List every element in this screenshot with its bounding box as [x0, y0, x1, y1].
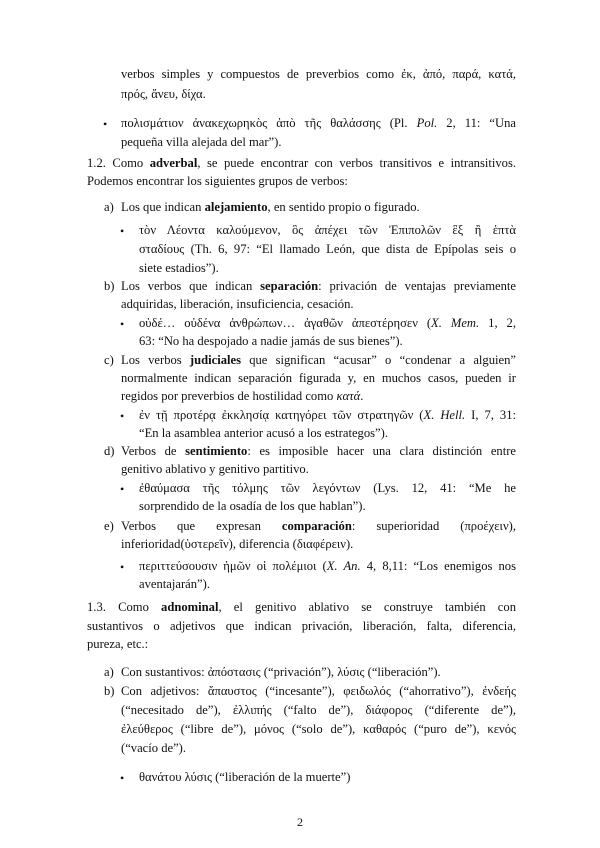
section-1-3-heading: 1.3. Como adnominal, el genitivo ablativo se construye también con: [87, 600, 516, 614]
example-line: οὐδέ… οὐδένα ἀνθρώπων… ἀγαθῶν ἀπεστέρησεν (X. Mem. 1, 2,: [139, 316, 517, 330]
list-marker: d): [104, 444, 115, 458]
bullet-icon: •: [120, 560, 125, 574]
bullet-icon: •: [120, 224, 125, 238]
example-line: sorprendido de la osadía de los que hablan”).: [139, 499, 366, 513]
section-1-2-heading: 1.2. Como adverbal, se puede encontrar con verbos transitivos e intransitivos.: [87, 156, 516, 170]
list-item-b: Los verbos que indican separación: privación de ventajas previamente: [121, 279, 516, 293]
text-line: genitivo ablativo y genitivo partitivo.: [121, 462, 309, 476]
example-line: τὸν Λέοντα καλούμενον, ὃς ἀπέχει τῶν Ἐπιπολῶν ἓξ ἢ ἑπτὰ: [139, 223, 516, 237]
bullet-icon: •: [120, 771, 125, 785]
list-item-a: Los que indican alejamiento, en sentido propio o figurado.: [121, 200, 420, 214]
text-line: pureza, etc.:: [87, 637, 149, 651]
text-line: (“vacío de”).: [121, 741, 187, 755]
bullet-icon: •: [120, 409, 125, 423]
list-marker: a): [104, 200, 114, 214]
list-item-e: Verbos que expresan comparación: superioridad (προέχειν),: [121, 519, 516, 533]
bullet-icon: •: [120, 317, 125, 331]
text-line: ἐλεύθερος (“libre de”), μόνος (“solo de”), καθαρός (“puro de”), κενός: [121, 722, 516, 736]
example-line: siete estadios”).: [139, 261, 219, 275]
list-item-c: Los verbos judiciales que significan “acusar” o “condenar a alguien”: [121, 353, 516, 367]
text-line: Podemos encontrar los siguientes grupos de verbos:: [87, 174, 348, 188]
example-line: ἐθαύμασα τῆς τόλμης τῶν λεγόντων (Lys. 12, 41: “Me he: [139, 481, 516, 495]
bullet-icon: •: [103, 117, 108, 131]
text-line: adquiridas, liberación, insuficiencia, cesación.: [121, 297, 354, 311]
text-line: (“necesitado de”), ἐλλιπής (“falto de”), διάφορος (“diferente de”),: [121, 703, 516, 717]
list-marker: e): [104, 519, 114, 533]
example-line: 63: “No ha despojado a nadie jamás de sus bienes”).: [139, 334, 403, 348]
example-line: σταδίους (Th. 6, 97: “El llamado León, que dista de Epípolas seis o: [139, 242, 516, 256]
text-line: sustantivos o adjetivos que indican privación, liberación, falta, diferencia,: [87, 619, 516, 633]
example-line: aventajarán”).: [139, 577, 210, 591]
list-marker: b): [104, 684, 115, 698]
text-line: verbos simples y compuestos de preverbios como ἐκ, ἀπό, παρά, κατά,: [121, 67, 516, 81]
example-line: περιττεύσουσιν ἡμῶν οἱ πολέμιοι (X. An. 4, 8,11: “Los enemigos nos: [139, 559, 517, 573]
example-line: ἐν τῇ προτέρᾳ ἐκκλησίᾳ κατηγόρει τῶν στρατηγῶν (X. Hell. I, 7, 31:: [139, 408, 516, 422]
text-line: regidos por preverbios de hostilidad como κατά.: [121, 389, 364, 403]
text-line: πρός, ἄνευ, δίχα.: [121, 87, 206, 101]
list-marker: b): [104, 279, 115, 293]
example-line: “En la asamblea anterior acusó a los estrategos”).: [139, 426, 388, 440]
bullet-icon: •: [120, 482, 125, 496]
list-item-adjectives: Con adjetivos: ἄπαυστος (“incesante”), φειδωλός (“ahorrativo”), ἐνδεής: [121, 684, 516, 698]
list-item-substantives: Con sustantivos: ἀπόστασις (“privación”), λύσις (“liberación”).: [121, 665, 441, 679]
example-translation: pequeña villa alejada del mar”).: [121, 135, 282, 149]
example-line: πολισμάτιον ἀνακεχωρηκὸς ἀπὸ τῆς θαλάσσης (Pl. Pol. 2, 11: “Una: [121, 116, 517, 130]
list-marker: c): [104, 353, 114, 367]
list-marker: a): [104, 665, 114, 679]
text-line: normalmente indican separación figurada y, en muchos casos, pueden ir: [121, 371, 516, 385]
page-number: 2: [297, 815, 303, 829]
text-line: inferioridad(ὑστερεῖν), diferencia (διαφέρειν).: [121, 537, 354, 551]
list-item-d: Verbos de sentimiento: es imposible hacer una clara distinción entre: [121, 444, 516, 458]
example-line: θανάτου λύσις (“liberación de la muerte”): [139, 770, 351, 784]
